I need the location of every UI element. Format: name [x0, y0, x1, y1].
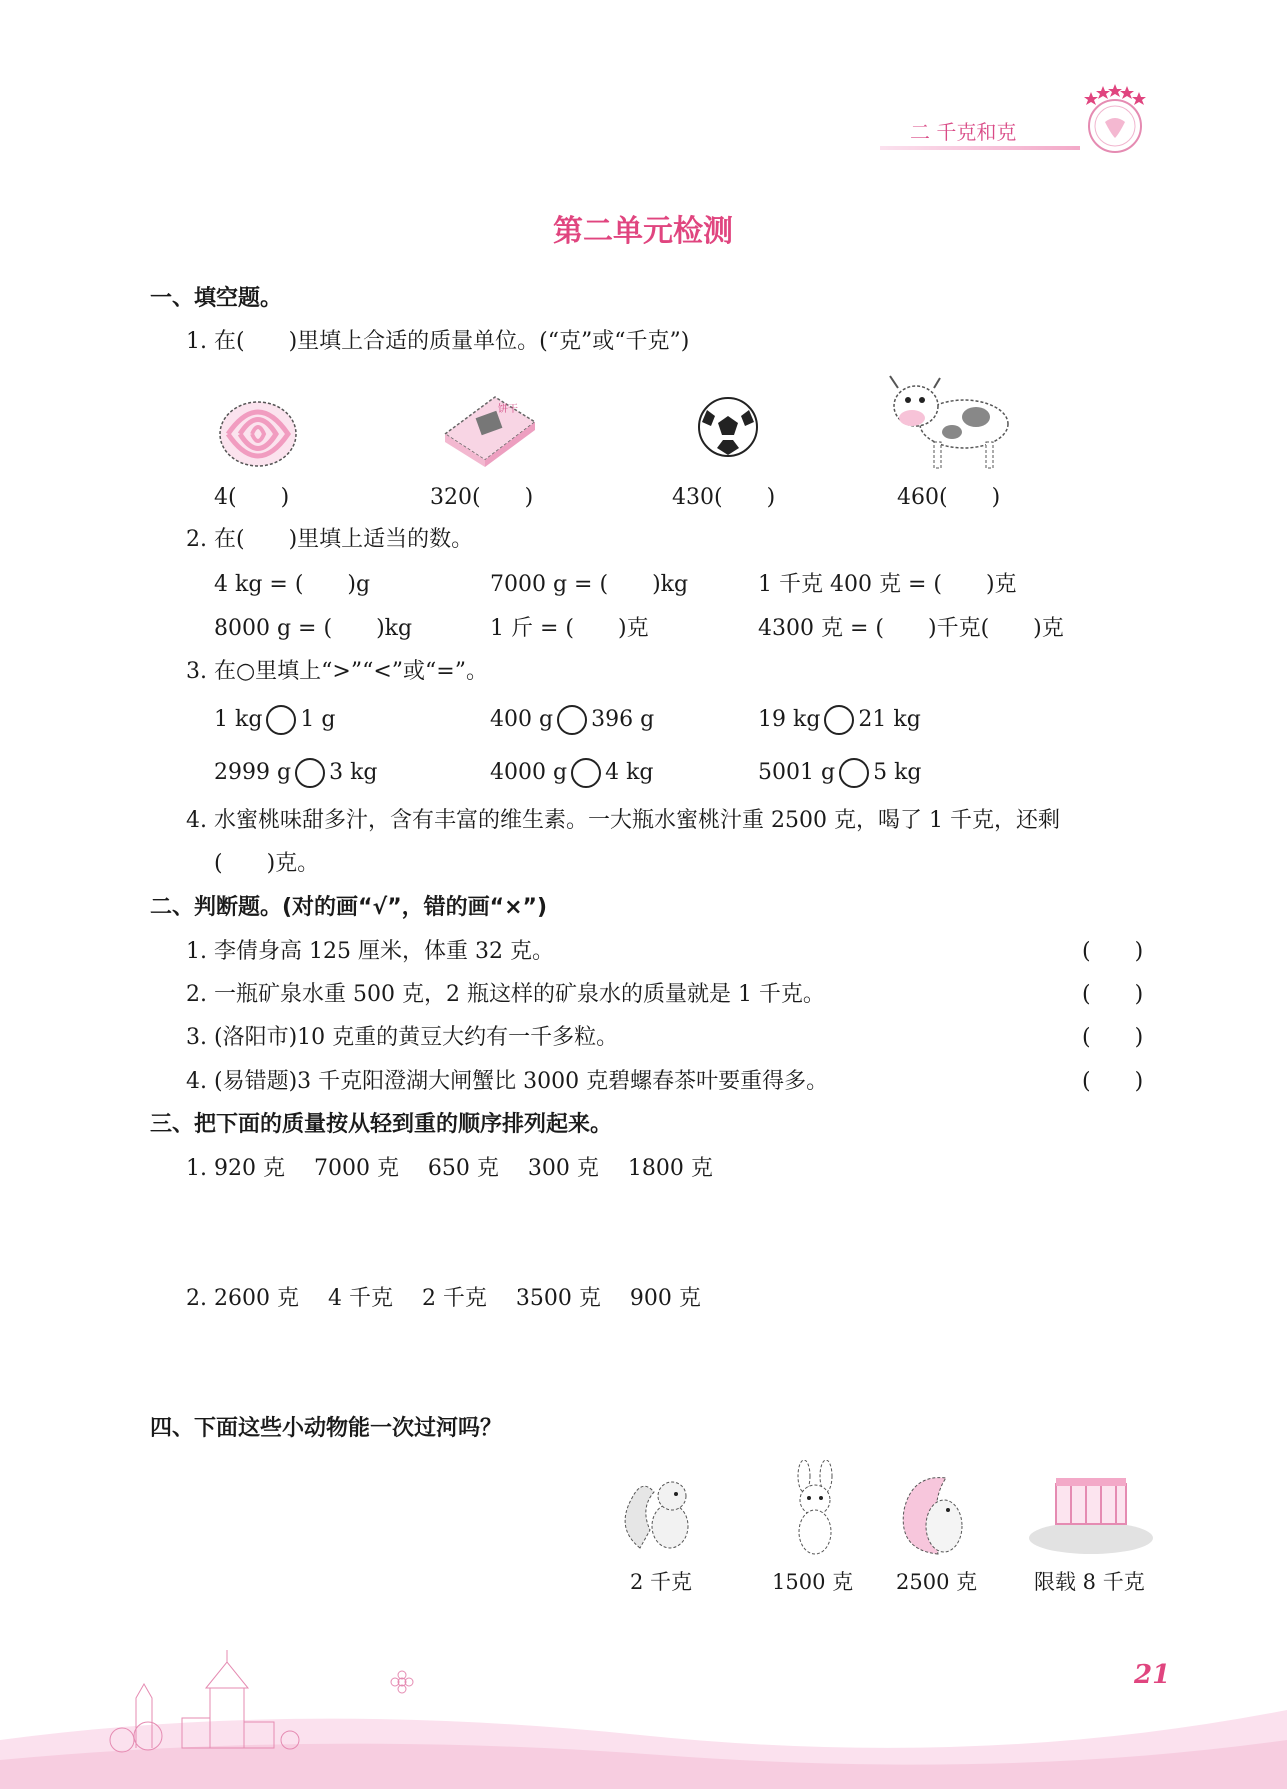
section4-heading: 四、下面这些小动物能一次过河吗？ [150, 1416, 503, 1441]
watermelon-icon [218, 400, 298, 468]
q3-row2-a: 2999 g 3 kg [214, 758, 377, 788]
badge-icon [1075, 78, 1155, 158]
compare-circle[interactable] [266, 705, 296, 735]
judge-answer-4[interactable]: ( ) [1082, 1069, 1144, 1094]
animal-weight-2: 1500 克 [772, 1570, 854, 1594]
section1-heading: 一、填空题。 [150, 286, 283, 311]
q1-text: 1. 在( )里填上合适的质量单位。(“克”或“千克”) [186, 329, 690, 354]
judge-item-4: 4. (易错题)3 千克阳澄湖大闸蟹比 3000 克碧螺春茶叶要重得多。 [186, 1069, 829, 1094]
page-title: 第二单元检测 [553, 214, 733, 249]
castle-illustration [100, 1648, 320, 1758]
q1-label-1: 4( ) [214, 485, 290, 510]
header-underline [880, 146, 1080, 150]
box-label: 饼干 [498, 404, 518, 415]
header [880, 108, 1200, 158]
q2-row1-c: 1 千克 400 克 = ( )克 [758, 572, 1017, 597]
bridge-icon [1026, 1468, 1156, 1558]
biscuit-box-icon [440, 392, 540, 467]
compare-circle[interactable] [557, 705, 587, 735]
q3-text: 3. 在○里填上“>”“<”或“=”。 [186, 659, 488, 684]
q2-row2-b: 1 斤 = ( )克 [490, 616, 649, 641]
judge-item-3: 3. (洛阳市)10 克重的黄豆大约有一千多粒。 [186, 1025, 619, 1050]
q3-row1-b: 400 g 396 g [490, 705, 654, 735]
flower-icon [390, 1670, 414, 1694]
q1-label-2: 320( ) [430, 485, 534, 510]
q2-row2-a: 8000 g = ( )kg [214, 616, 413, 641]
q4-line1: 4. 水蜜桃味甜多汁，含有丰富的维生素。一大瓶水蜜桃汁重 2500 克，喝了 1 千克，还剩 [186, 808, 1060, 833]
q2-row1-b: 7000 g = ( )kg [490, 572, 689, 597]
order-item-1: 1. 920 克 7000 克 650 克 300 克 1800 克 [186, 1156, 713, 1181]
animal-weight-3: 2500 克 [896, 1570, 978, 1594]
order-item-2: 2. 2600 克 4 千克 2 千克 3500 克 900 克 [186, 1286, 701, 1311]
judge-answer-1[interactable]: ( ) [1082, 939, 1144, 964]
hedgehog-icon [898, 1470, 976, 1558]
section3-heading: 三、把下面的质量按从轻到重的顺序排列起来。 [150, 1112, 613, 1137]
compare-circle[interactable] [839, 758, 869, 788]
q1-label-4: 460( ) [897, 485, 1001, 510]
q2-row1-a: 4 kg = ( )g [214, 572, 371, 597]
q2-text: 2. 在( )里填上适当的数。 [186, 527, 474, 552]
page-number: 21 [1134, 1660, 1171, 1690]
judge-item-1: 1. 李倩身高 125 厘米，体重 32 克。 [186, 939, 554, 964]
q4-line2: ( )克。 [214, 851, 320, 876]
chapter-title: 二 千克和克 [910, 120, 1017, 144]
squirrel-icon [620, 1468, 700, 1554]
compare-circle[interactable] [295, 758, 325, 788]
section2-heading: 二、判断题。(对的画“√”，错的画“×”) [150, 895, 548, 920]
rabbit-icon [780, 1460, 850, 1558]
animal-weight-1: 2 千克 [630, 1570, 693, 1594]
compare-circle[interactable] [824, 705, 854, 735]
q1-label-3: 430( ) [672, 485, 776, 510]
soccer-ball-icon [697, 396, 759, 458]
q3-row2-b: 4000 g 4 kg [490, 758, 653, 788]
judge-answer-2[interactable]: ( ) [1082, 982, 1144, 1007]
judge-answer-3[interactable]: ( ) [1082, 1025, 1144, 1050]
judge-item-2: 2. 一瓶矿泉水重 500 克，2 瓶这样的矿泉水的质量就是 1 千克。 [186, 982, 825, 1007]
q3-row1-a: 1 kg 1 g [214, 705, 335, 735]
bridge-limit: 限载 8 千克 [1034, 1570, 1145, 1594]
compare-circle[interactable] [571, 758, 601, 788]
q2-row2-c: 4300 克 = ( )千克( )克 [758, 616, 1064, 641]
q3-row2-c: 5001 g 5 kg [758, 758, 921, 788]
q3-row1-c: 19 kg 21 kg [758, 705, 921, 735]
cow-icon [886, 372, 1014, 472]
